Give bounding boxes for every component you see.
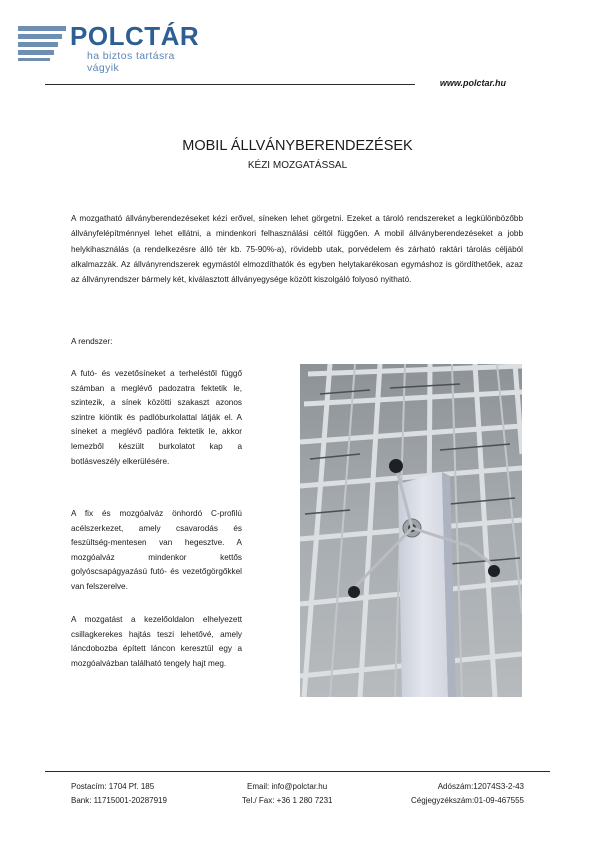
footer-divider: [45, 771, 550, 772]
footer-email-link[interactable]: info@polctar.hu: [271, 782, 328, 791]
footer-email: [247, 782, 327, 791]
footer-phone: Tel./ Fax: +36 1 280 7231: [242, 796, 333, 805]
intro-paragraph: A mozgatható állványberendezéseket kézi erővel, síneken lehet görgetni. Ezeket a tároló rendszereket a legkülönbözőbb állványfelépítménnyel lehet ellátni, a mindenkori felhasználási céltól függően. A mobil állványberendezéseket a jobb helykihasználás (a rendelkezésre álló tér kb. 75-90%-a), rövidebb utak, porvédelem és zárható raktári tárolás céljából alkalmazzák. Az állványrendszerek egymástól elmozdíthatók és egyben helytakarékosan egymáshoz is gördíthetőek, azaz az állványrendszer bármely két, kiválasztott állványegysége között kiszolgáló folyosó nyitható.: [71, 214, 523, 285]
section-heading: A rendszer:: [71, 337, 113, 346]
mobile-shelving-photo: [300, 364, 522, 697]
footer-bank-account: Bank: 11715001-20287919: [71, 796, 167, 805]
system-paragraph-drive: A mozgatást a kezelőoldalon elhelyezett csillagkerekes hajtás teszi lehetővé, amely láncdobozba épített láncon keresztül egy a mozgóalvázban található tengely hajt meg.: [71, 615, 242, 668]
website-link[interactable]: www.polctar.hu: [439, 78, 506, 88]
footer-postal-address: Postacím: 1704 Pf. 185: [71, 782, 155, 791]
footer-registry-number: Cégjegyzékszám:01-09-467555: [411, 796, 524, 805]
header-divider: [45, 84, 415, 85]
system-paragraph-chassis: A fix és mozgóalváz önhordó C-profilú acélszerkezet, amely csavarodás és feszültség-mentesen van hegesztve. A mozgóalváz mindenkor kettős golyóscsapágyazású futó- és vezetőgörgőkkel van felszerelve.: [71, 509, 242, 591]
footer-email-label: Email:: [247, 782, 270, 791]
document-subtitle: KÉZI MOZGATÁSSAL: [247, 160, 348, 171]
brand-name: POLCTÁR: [70, 21, 200, 51]
system-paragraph-rails: A futó- és vezetősíneket a terheléstől függő számban a meglévő padozatra fektetik le, szintezik, a sínek közötti szakaszt azonos szintre kiöntik és padlóburkolattal látják el. A síneket a meglévő padlóra fektetik le, akkor lemezből készült burkolatot kap a botlásveszély elkerülésére.: [71, 369, 242, 466]
company-logo: [18, 20, 208, 74]
document-title: MOBIL ÁLLVÁNYBERENDEZÉSEK: [182, 138, 413, 154]
brand-tagline: ha biztos tartásra vágyik: [87, 50, 175, 74]
footer-tax-number: Adószám:12074S3-2-43: [437, 782, 524, 791]
